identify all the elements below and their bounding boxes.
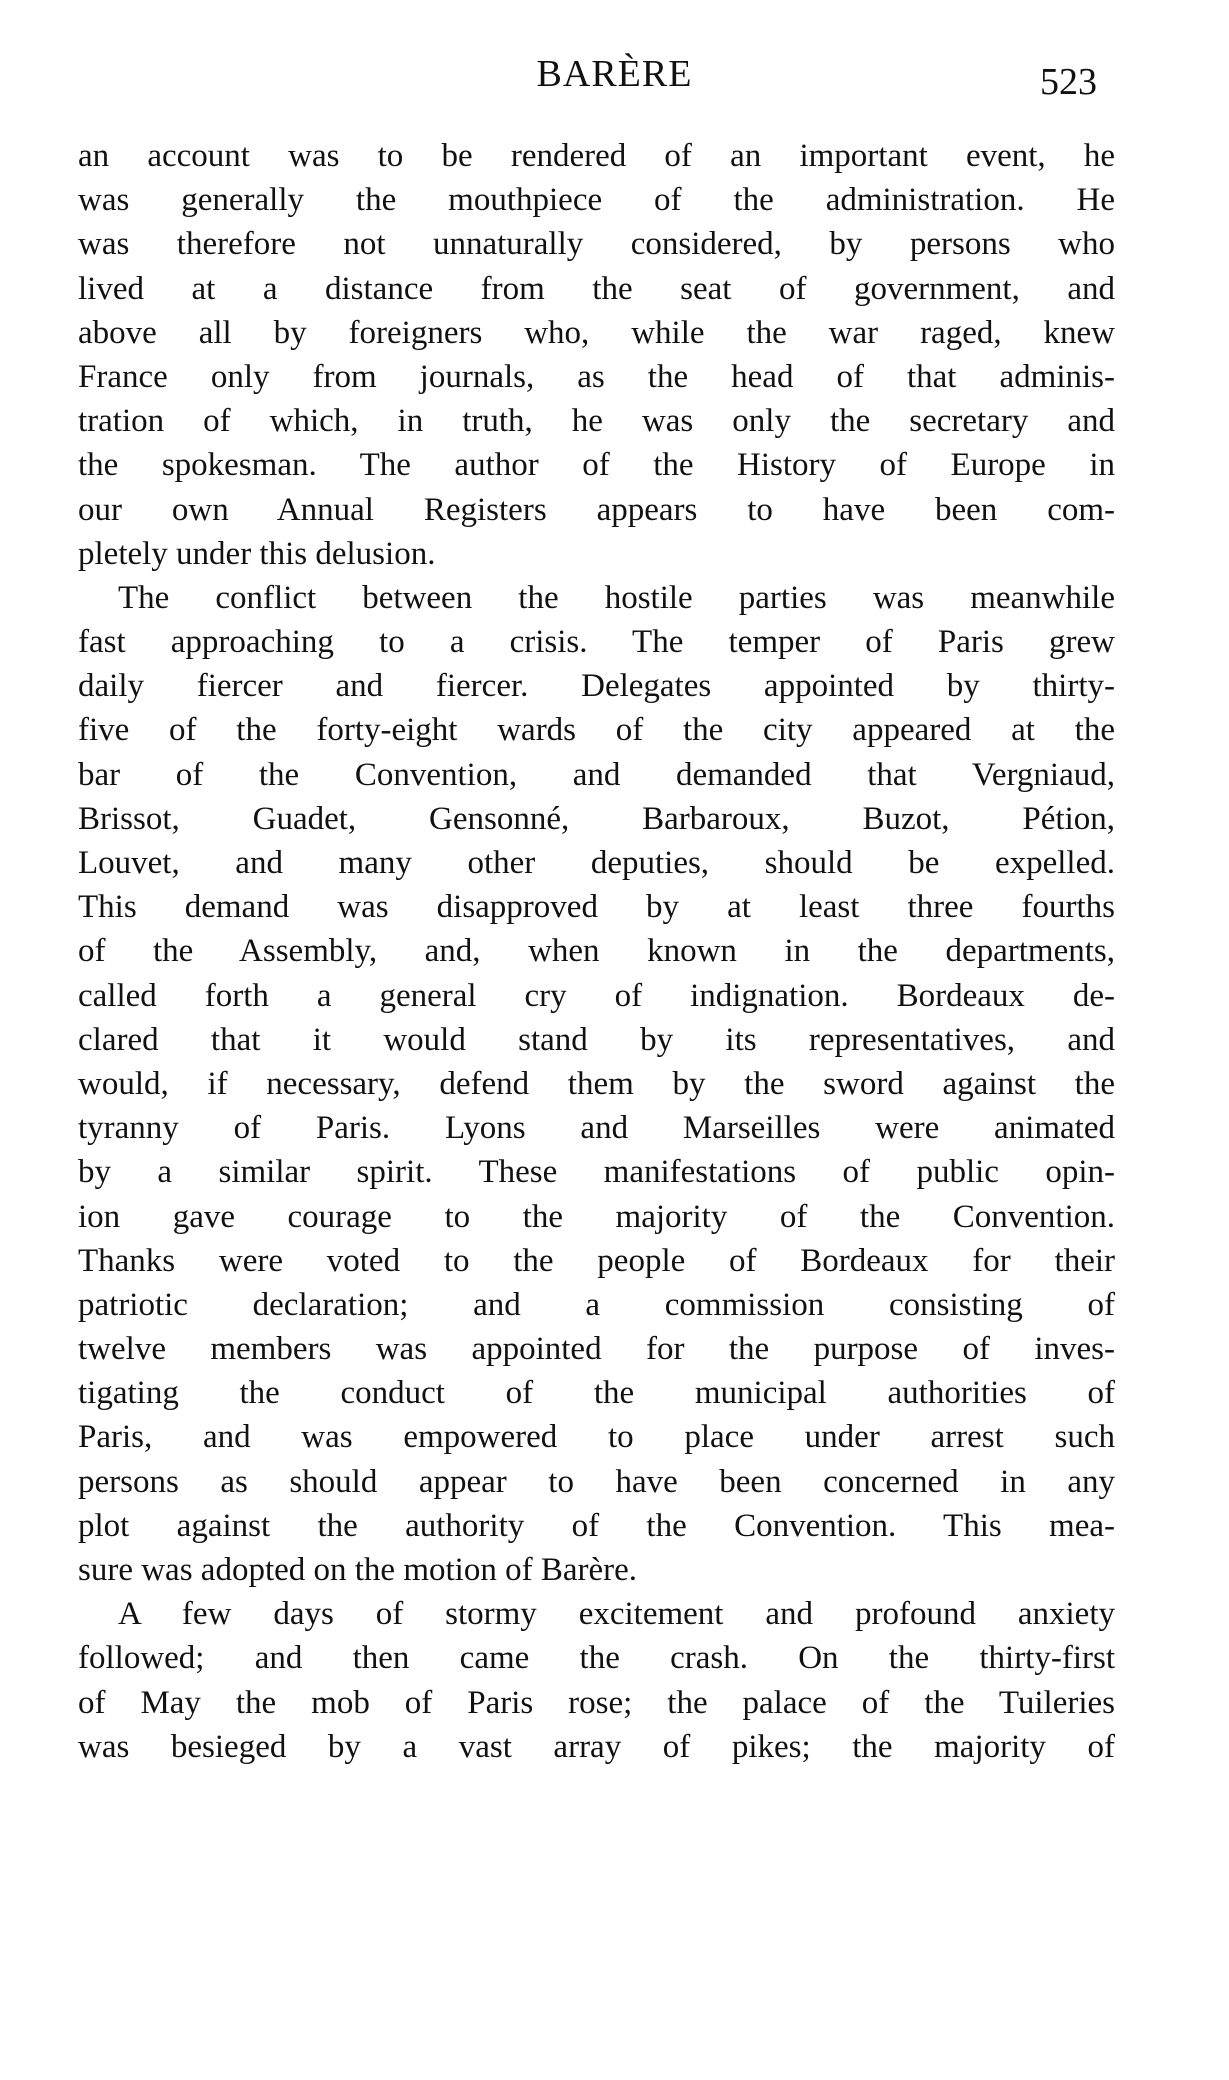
- text-line: an account was to be rendered of an important event, he: [78, 138, 1115, 174]
- text-line: sure was adopted on the motion of Barère.: [78, 1552, 638, 1588]
- text-line: of May the mob of Paris rose; the palace of the Tuileries: [78, 1684, 1115, 1721]
- text-line: France only from journals, as the head of that adminis-: [78, 358, 1115, 395]
- text-line: clared that it would stand by its representatives, and: [78, 1021, 1115, 1058]
- text-line: would, if necessary, defend them by the sword against the: [78, 1065, 1115, 1102]
- page-number: 523: [1040, 61, 1097, 103]
- text-line: ion gave courage to the majority of the Convention.: [78, 1198, 1115, 1235]
- text-line: was generally the mouthpiece of the administration. He: [78, 182, 1115, 219]
- text-line: persons as should appear to have been concerned in any: [78, 1463, 1115, 1500]
- text-line: Brissot, Guadet, Gensonné, Barbaroux, Buzot, Pétion,: [78, 800, 1115, 837]
- text-line: our own Annual Registers appears to have been com-: [78, 491, 1115, 528]
- text-line: above all by foreigners who, while the war raged, knew: [78, 314, 1115, 351]
- text-line: tration of which, in truth, he was only the secretary and: [78, 403, 1115, 440]
- text-line: tyranny of Paris. Lyons and Marseilles were animated: [78, 1110, 1115, 1147]
- text-line: lived at a distance from the seat of government, and: [78, 270, 1115, 307]
- text-line: The conflict between the hostile parties was meanwhile: [118, 579, 1115, 616]
- running-title: BARÈRE: [536, 53, 693, 95]
- text-line: five of the forty-eight wards of the city appeared at the: [78, 712, 1115, 749]
- text-line: followed; and then came the crash. On the thirty-first: [78, 1640, 1115, 1677]
- text-line: of the Assembly, and, when known in the departments,: [78, 933, 1115, 970]
- text-line: fast approaching to a crisis. The temper of Paris grew: [78, 624, 1115, 661]
- text-line: the spokesman. The author of the History of Europe in: [78, 447, 1115, 484]
- text-line: pletely under this delusion.: [78, 535, 436, 572]
- text-line: Paris, and was empowered to place under arrest such: [78, 1419, 1115, 1456]
- text-line: A few days of stormy excitement and profound anxiety: [118, 1596, 1115, 1633]
- text-line: patriotic declaration; and a commission consisting of: [78, 1286, 1115, 1323]
- text-line: called forth a general cry of indignation. Bordeaux de-: [78, 977, 1115, 1014]
- text-line: by a similar spirit. These manifestations of public opin-: [78, 1154, 1115, 1191]
- text-line: daily fiercer and fiercer. Delegates appointed by thirty-: [78, 668, 1115, 705]
- text-line: Thanks were voted to the people of Bordeaux for their: [78, 1242, 1115, 1279]
- text-line: Louvet, and many other deputies, should be expelled.: [78, 845, 1115, 881]
- text-line: plot against the authority of the Convention. This mea-: [78, 1507, 1115, 1544]
- text-line: This demand was disapproved by at least three fourths: [78, 889, 1115, 926]
- text-line: was therefore not unnaturally considered, by persons who: [78, 226, 1115, 263]
- text-line: bar of the Convention, and demanded that Vergniaud,: [78, 756, 1115, 793]
- body-text: [78, 134, 1115, 1769]
- text-line: was besieged by a vast array of pikes; the majority of: [78, 1728, 1115, 1765]
- text-line: tigating the conduct of the municipal authorities of: [78, 1375, 1115, 1412]
- text-line: twelve members was appointed for the purpose of inves-: [78, 1331, 1115, 1368]
